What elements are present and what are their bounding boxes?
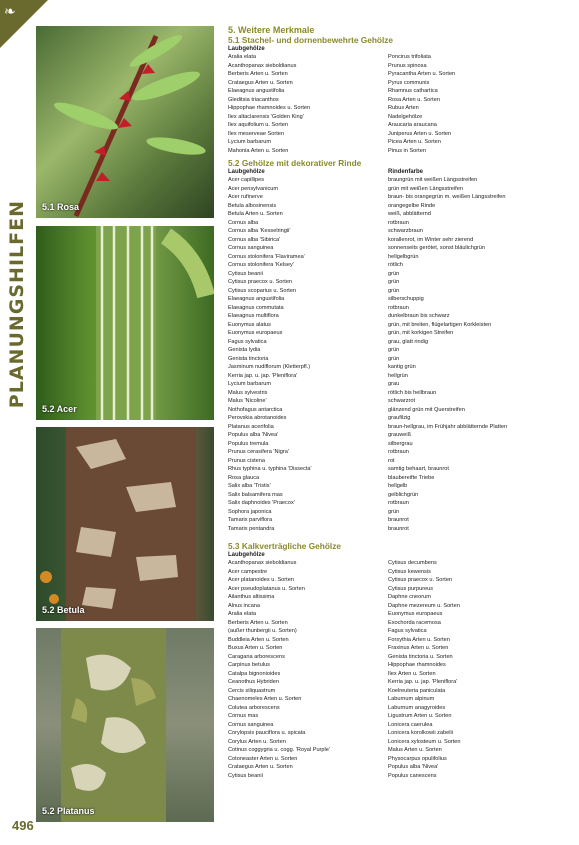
list-item: Cytisus beanii — [228, 772, 263, 779]
s52-right-column — [388, 168, 573, 533]
list-item: weiß, abblätternd — [388, 211, 431, 217]
list-item: sonnenseits gerötet, sonst bläulichgrün — [388, 245, 486, 251]
list-item: Betula albosinensis — [228, 202, 277, 209]
photo-caption: 5.2 Platanus — [42, 806, 95, 816]
list-item: schwarzbraun — [388, 228, 423, 234]
list-item: Juniperus Arten u. Sorten — [388, 130, 452, 137]
list-item: grün — [388, 355, 400, 362]
list-item: Malus sylvestris — [228, 389, 268, 396]
list-item: Laburnum alpinum — [388, 696, 435, 702]
list-item: grün, mit korkigen Streifen — [388, 330, 454, 336]
list-item: Genista tinctoria — [228, 355, 269, 362]
list-item: Daphne mezereum u. Sorten — [388, 602, 460, 609]
list-item: rot — [388, 457, 395, 464]
list-item: Physocarpus opulifolius — [388, 755, 447, 762]
list-item: glänzend grün mit Querstreifen — [388, 406, 465, 413]
list-item: rotbraun — [388, 304, 409, 311]
list-item: Salix alba 'Tristis' — [228, 483, 271, 489]
list-item: Buxus Arten u. Sorten — [228, 645, 283, 651]
list-item: Prunus cerasifera 'Nigra' — [228, 449, 289, 455]
list-item: Alnus incana — [228, 602, 261, 609]
list-item: Acanthopanax sieboldianus — [228, 62, 297, 69]
list-item: Ilex aquifolium u. Sorten — [228, 122, 289, 128]
list-item: Mahonia Arten u. Sorten — [228, 147, 289, 154]
list-item: Pinus in Sorten — [388, 147, 426, 154]
list-item: Acanthopanax sieboldianus — [228, 560, 297, 566]
list-item: Fagus sylvatica — [228, 338, 267, 345]
list-item: Cytisus decumbens — [388, 560, 437, 566]
section-title: 5.1 Stachel- und dornenbewehrte Gehölze — [228, 35, 394, 45]
subheading: Laubgehölze — [228, 552, 265, 558]
list-item: Perovskia abrotanoides — [228, 415, 287, 421]
list-item: Fagus sylvatica — [388, 628, 427, 634]
list-item: gelblichgrün — [388, 491, 419, 498]
list-item: grün — [388, 508, 400, 515]
list-item: blaubereifte Triebe — [388, 474, 435, 481]
list-item: Salix daphnoides 'Praecox' — [228, 500, 295, 506]
list-item: hellgelb — [388, 483, 408, 489]
list-item: dunkelbraun bis schwarz — [388, 313, 450, 319]
list-item: Malus Arten u. Sorten — [388, 747, 442, 753]
list-item: Cornus sanguinea — [228, 245, 274, 251]
list-item: Kerria jap. u. jap. 'Pleniflora' — [388, 679, 458, 685]
list-item: Kerria jap. u. jap. 'Pleniflora' — [228, 372, 298, 379]
list-item: hellgrün — [388, 372, 408, 379]
list-item: Chaenomeles Arten u. Sorten — [228, 696, 302, 702]
list-item: Malus 'Nicoline' — [228, 398, 267, 404]
list-item: Hippophae rhamnoides — [388, 662, 446, 668]
subheading: Laubgehölze — [228, 46, 265, 52]
photo-betula — [36, 427, 214, 621]
list-item: Koelreuteria paniculata — [388, 687, 446, 694]
acer-illustration — [36, 226, 214, 420]
list-item: Aralia elata — [228, 54, 256, 60]
list-item: Ilex meserveae Sorten — [228, 130, 284, 137]
list-item: grau, glatt rindig — [388, 338, 429, 345]
list-item: Acer campestre — [228, 568, 268, 575]
list-item: Cornus mas — [228, 713, 259, 719]
list-item: Cornus sanguinea — [228, 721, 274, 728]
list-item: Ilex altaclarensis 'Golden King' — [228, 113, 304, 120]
list-item: Tamarix parviflora — [228, 517, 273, 523]
list-item: Acer capillipes — [228, 177, 265, 183]
list-item: Gleditsia triacanthos — [228, 96, 279, 103]
list-item: Daphne cneorum — [388, 594, 431, 600]
list-item: Populus alba 'Nivea' — [388, 764, 439, 770]
list-item: Platanus acerifolia — [228, 423, 274, 430]
list-item: Cornus stolonifera 'Kelsey' — [228, 262, 294, 268]
list-item: Exochorda racemosa — [388, 619, 441, 626]
list-item: Cotoneaster Arten u. Sorten — [228, 755, 298, 762]
list-item: Lonicera korolkowii zabelii — [388, 730, 453, 736]
list-item: Fraxinus Arten u. Sorten — [388, 645, 449, 651]
list-item: Rosa glauca — [228, 474, 260, 481]
list-item: Sophora japonica — [228, 508, 272, 515]
list-item: Cornus alba 'Sibirica' — [228, 236, 281, 243]
chapter-title: 5. Weitere Merkmale — [228, 25, 315, 35]
list-item: Elaeagnus commutata — [228, 304, 284, 311]
list-item: Acer pseudoplatanus u. Sorten — [228, 585, 305, 592]
list-item: Nothofagus antarctica — [228, 406, 283, 413]
list-item: Cytisus praecox u. Sorten — [228, 279, 293, 285]
list-item: grün — [388, 279, 400, 285]
list-item: Ceanothus Hybriden — [228, 679, 279, 685]
section-title: 5.2 Gehölze mit dekorativer Rinde — [228, 158, 362, 168]
list-item: Cercis siliquastrum — [228, 687, 276, 694]
list-item: Lonicera caerulea — [388, 721, 433, 728]
platanus-illustration — [36, 628, 214, 822]
list-item: Picea Arten u. Sorten — [388, 139, 441, 145]
list-item: Ligustrum Arten u. Sorten — [388, 713, 452, 719]
list-item: Cytisus scoparius u. Sorten — [228, 287, 297, 294]
list-item: hellgelbgrün — [388, 253, 419, 260]
list-item: Pyracantha Arten u. Sorten — [388, 71, 456, 77]
list-item: grün — [388, 347, 400, 353]
list-item: Rhus typhina u. typhina 'Dissecta' — [228, 466, 312, 472]
list-item: Prunus cistena — [228, 457, 266, 464]
list-item: Tamarix pentandra — [228, 525, 275, 532]
list-item: Poncirus trifoliata — [388, 54, 431, 60]
s51-right-column — [388, 45, 573, 155]
list-item: Hippophae rhamnoides u. Sorten — [228, 105, 311, 111]
list-item: grün, mit breiten, flügelartigen Korkleisten — [388, 321, 492, 328]
list-item: Acer pensylvanicum — [228, 185, 279, 192]
list-item: grau — [388, 381, 400, 387]
list-item: rötlich bis hellbraun — [388, 389, 437, 396]
s52-left-column — [228, 168, 388, 533]
list-item: rötlich — [388, 262, 403, 268]
list-item: Genista tinctoria u. Sorten — [388, 653, 453, 660]
list-item: Populus alba 'Nivea' — [228, 432, 279, 438]
list-item: grün mit weißen Längsstreifen — [388, 185, 463, 192]
list-item: Acer rufinerve — [228, 194, 263, 200]
photo-platanus — [36, 628, 214, 822]
list-item: Pyrus communis — [388, 79, 430, 86]
list-item: Populus tremula — [228, 440, 269, 447]
list-item: Salix balsamifera mas — [228, 491, 283, 498]
list-item: Rhamnus cathartica — [388, 88, 438, 94]
list-item: rotbraun — [388, 219, 409, 226]
leaf-icon: ❧ — [4, 3, 16, 19]
list-item: Betula Arten u. Sorten — [228, 211, 283, 217]
list-item: Cornus alba 'Kesselringii' — [228, 228, 291, 234]
list-item: grün — [388, 287, 400, 294]
s53-right-column — [388, 551, 573, 780]
list-item: rotbraun — [388, 449, 409, 455]
list-item: samtig behaart, braunrot — [388, 466, 449, 472]
list-item: Crataegus Arten u. Sorten — [228, 764, 293, 770]
list-item: Cytisus beanii — [228, 270, 263, 277]
list-item: Nadelgehölze — [388, 113, 423, 120]
list-item: Lonicera xylosteum u. Sorten — [388, 738, 461, 745]
list-item: Euonymus europaeus — [388, 611, 443, 617]
list-item: rotbraun — [388, 500, 409, 506]
list-item: braun-hellgrau, im Frühjahr abblätternde Platten — [388, 423, 508, 430]
photo-acer — [36, 226, 214, 420]
list-item: Forsythia Arten u. Sorten — [388, 636, 450, 643]
main-content — [228, 25, 573, 780]
list-item: Rosa Arten u. Sorten — [388, 96, 440, 103]
list-item: braunrot — [388, 517, 409, 523]
list-item: Cornus stolonifera 'Flaviramea' — [228, 253, 305, 260]
photo-caption: 5.2 Acer — [42, 404, 77, 414]
list-item: korallenrot, im Winter sehr zierend — [388, 236, 474, 243]
list-item: Elaeagnus angustifolia — [228, 296, 285, 302]
list-item: Cytisus kewensis — [388, 568, 431, 575]
rosa-illustration — [36, 26, 214, 218]
list-item: Genista lydia — [228, 347, 261, 353]
list-item: braungrün mit weißen Längsstreifen — [388, 177, 478, 183]
photo-rosa — [36, 26, 214, 218]
section-5-2 — [228, 158, 573, 533]
list-item: braunrot — [388, 525, 409, 532]
list-item: Lycium barbarum — [228, 139, 272, 145]
photo-caption: 5.2 Betula — [42, 605, 85, 615]
list-item: Euonymus alatus — [228, 321, 271, 328]
list-item: grauweiß — [388, 432, 412, 438]
list-item: Buddleia Arten u. Sorten — [228, 636, 289, 643]
list-item: schwarzrot — [388, 398, 416, 404]
list-item: Ailanthus altissima — [228, 594, 275, 600]
list-item: Araucaria araucana — [388, 122, 437, 128]
list-item: Corylus Arten u. Sorten — [228, 738, 286, 745]
list-item: Elaeagnus angustifolia — [228, 88, 285, 94]
page-number: 496 — [12, 818, 34, 833]
betula-illustration — [36, 427, 214, 621]
list-item: Corylopsis pauciflora u. spicata — [228, 730, 306, 736]
photo-caption: 5.1 Rosa — [42, 202, 80, 212]
list-item: Laburnum anagyroides — [388, 704, 446, 711]
list-item: orangegelbe Rinde — [388, 202, 436, 209]
list-item: Cotinus coggygria u. cogg. 'Royal Purple' — [228, 747, 330, 753]
list-item: Berberis Arten u. Sorten — [228, 619, 288, 626]
list-item: Aralia elata — [228, 611, 256, 617]
list-item: Ilex Arten u. Sorten — [388, 670, 436, 677]
list-item: Populus canescens — [388, 772, 437, 779]
list-item: Carpinus betulus — [228, 662, 270, 668]
list-item: Berberis Arten u. Sorten — [228, 71, 288, 77]
list-item: graufilzig — [388, 415, 411, 421]
list-item: Catalpa bignonioides — [228, 670, 281, 677]
margin-title: PLANUNGSHILFEN — [6, 200, 28, 409]
list-item: Acer platanoides u. Sorten — [228, 577, 294, 583]
list-item: Jasminum nudiflorum (Kletterpfl.) — [228, 364, 311, 370]
list-item: grün — [388, 270, 400, 277]
list-item: silbergrau — [388, 440, 413, 447]
list-item: Cytisus praecox u. Sorten — [388, 577, 453, 583]
list-item: kantig grün — [388, 364, 416, 370]
s53-left-column — [228, 551, 388, 780]
list-item: Cornus alba — [228, 219, 259, 226]
subheading: Rindenfarbe — [388, 169, 424, 175]
s51-left-column — [228, 45, 388, 155]
list-item: Euonymus europaeus — [228, 330, 283, 336]
list-item: Lycium barbarum — [228, 381, 272, 387]
list-item: Prunus spinosa — [388, 62, 427, 69]
list-item: Colutea arborescens — [228, 704, 280, 711]
list-item: braun- bis orangegrün m. weißen Längsstreifen — [388, 194, 506, 200]
list-item: Elaeagnus multiflora — [228, 313, 279, 319]
subheading: Laubgehölze — [228, 169, 265, 175]
section-5-1 — [228, 35, 573, 155]
list-item: Crataegus Arten u. Sorten — [228, 79, 293, 86]
list-item: (außer thunbergii u. Sorten) — [228, 628, 297, 634]
list-item: Cytisus purpureus — [388, 585, 434, 592]
list-item: silberschuppig — [388, 296, 424, 302]
section-title: 5.3 Kalkverträgliche Gehölze — [228, 541, 341, 551]
list-item: Caragana arborescens — [228, 653, 285, 660]
list-item: Rubus Arten — [388, 105, 419, 111]
section-5-3 — [228, 541, 573, 780]
